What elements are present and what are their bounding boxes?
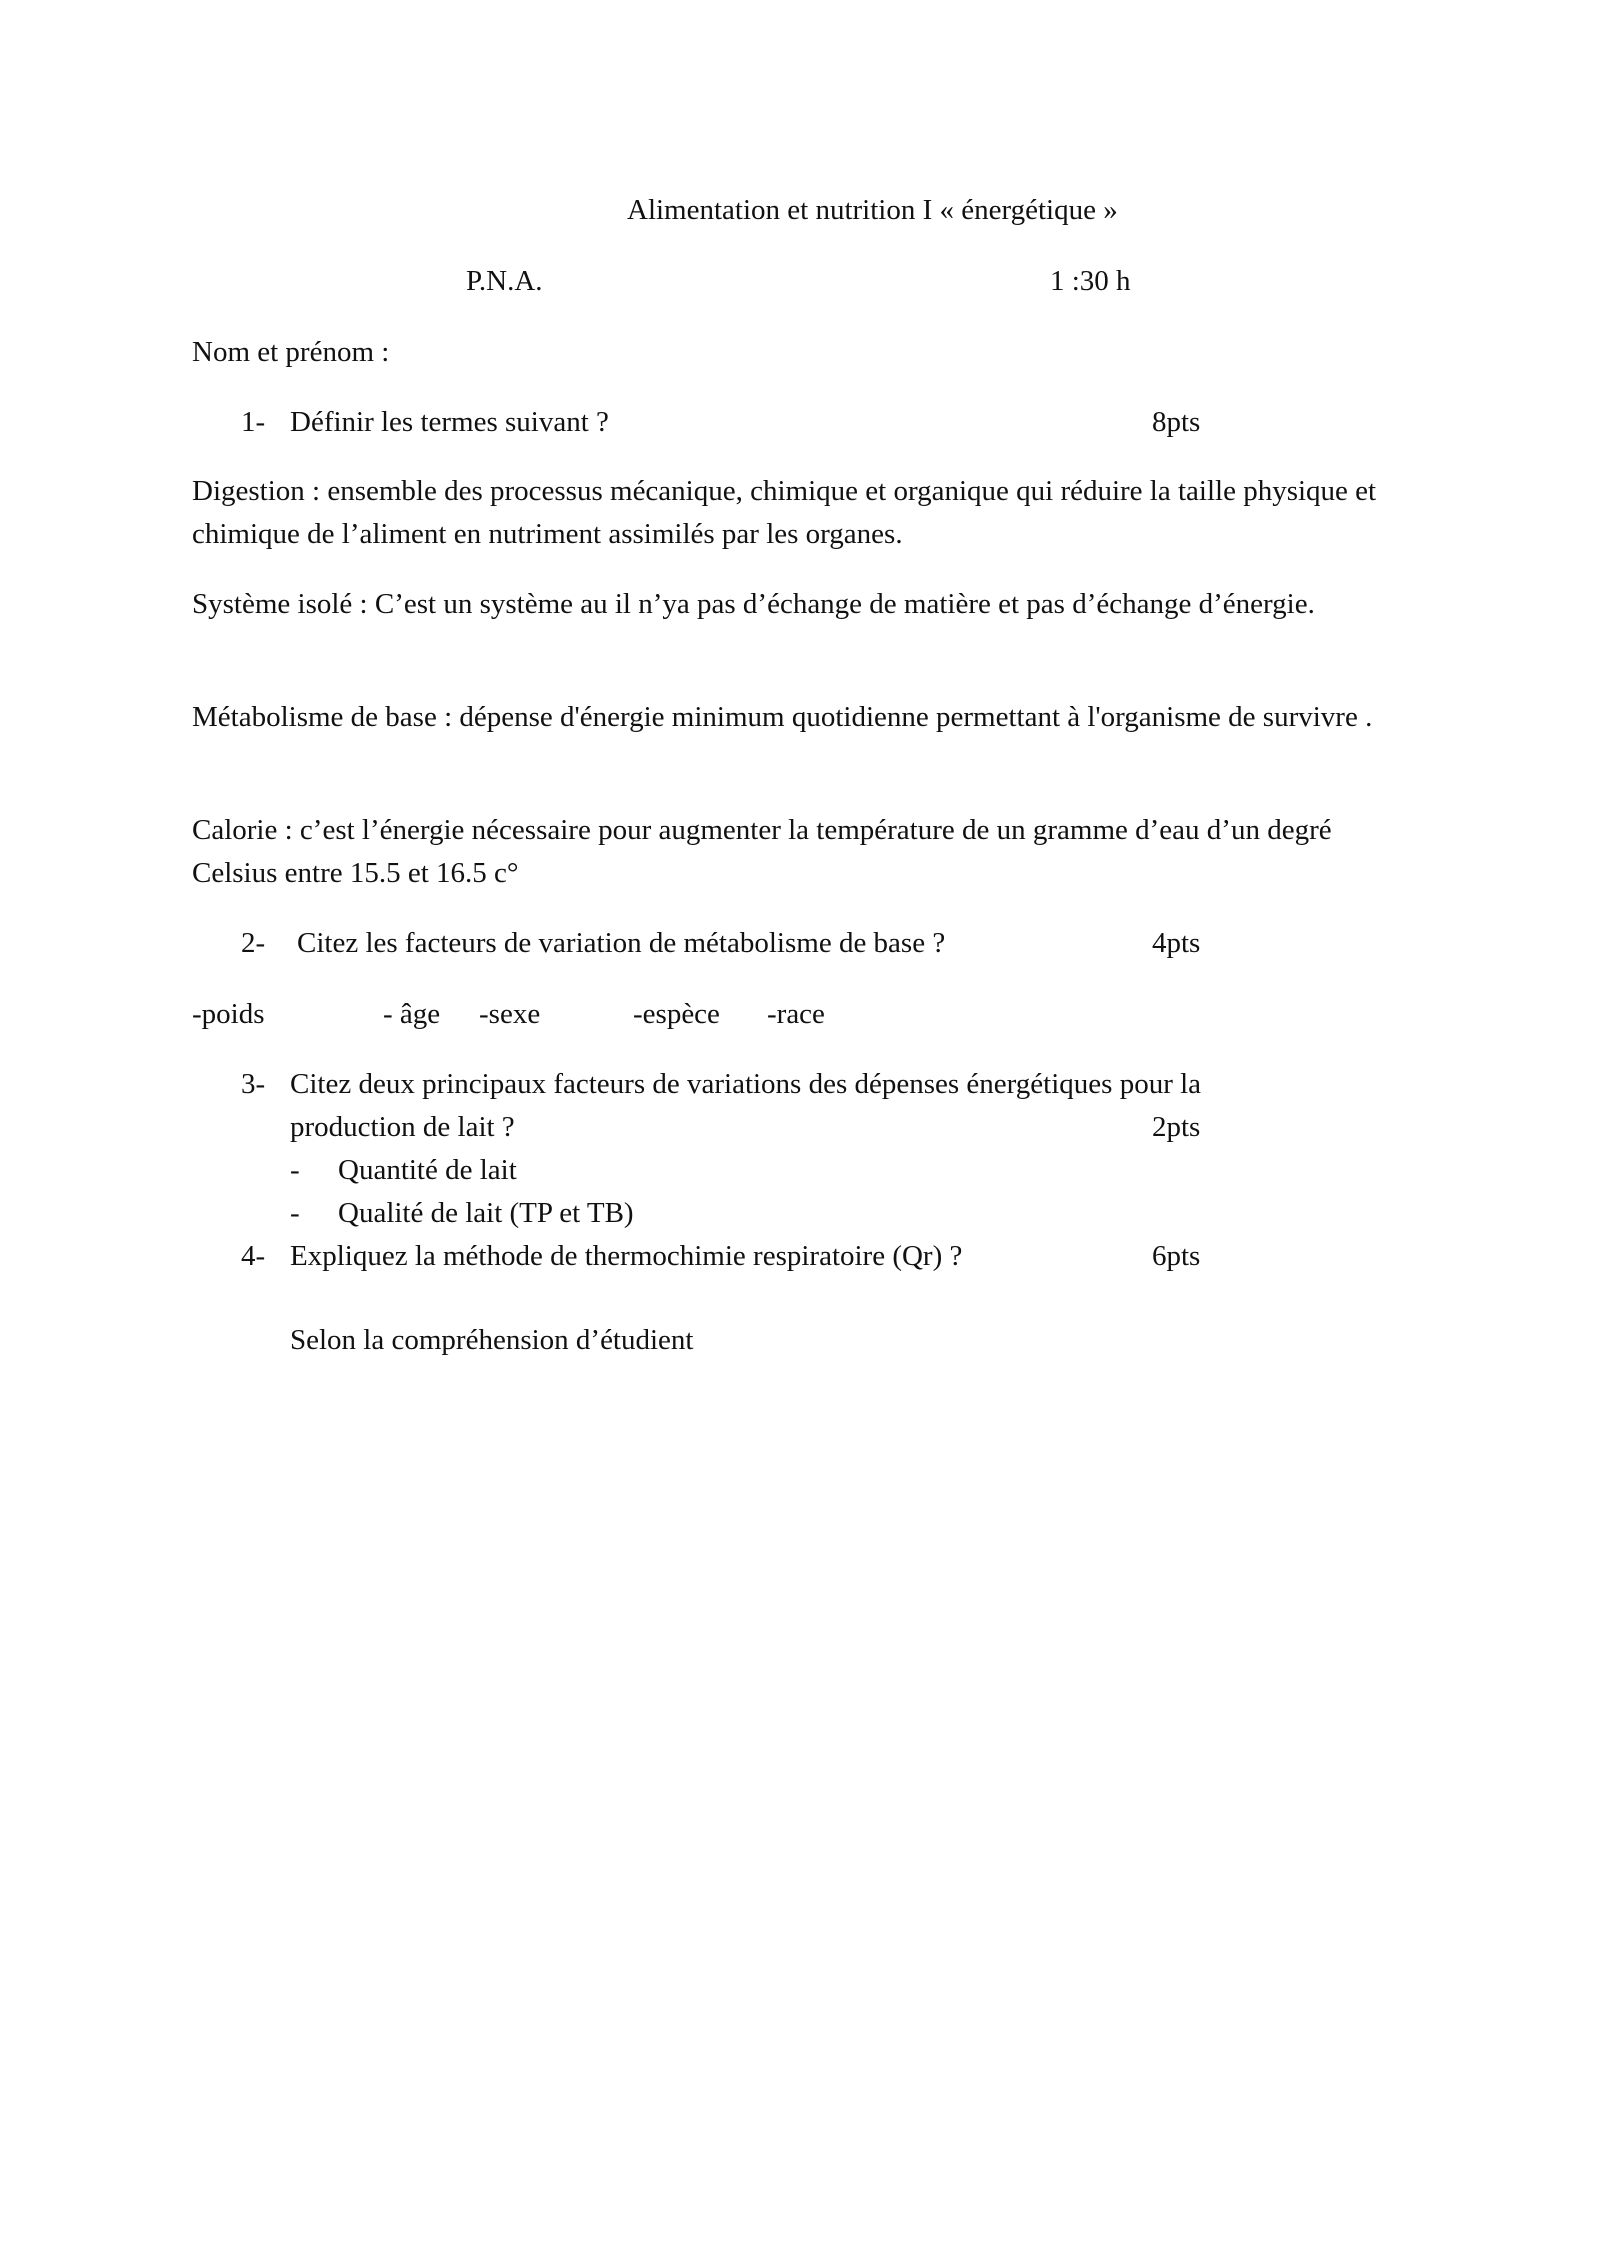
factor-item: -race — [767, 998, 825, 1030]
question-3-text-line1: Citez deux principaux facteurs de variations des dépenses énergétiques pour la — [290, 1068, 1202, 1100]
bullet-marker: - — [290, 1197, 300, 1229]
answer-bullet-quantity: Quantité de lait — [338, 1154, 517, 1186]
name-field-label: Nom et prénom : — [192, 336, 390, 368]
factor-item: -espèce — [633, 998, 720, 1030]
question-1-number: 1- — [241, 406, 266, 438]
bullet-marker: - — [290, 1154, 300, 1186]
question-2-number: 2- — [241, 927, 266, 959]
question-4-number: 4- — [241, 1240, 266, 1272]
exam-duration: 1 :30 h — [1050, 265, 1131, 297]
factor-item: -sexe — [479, 998, 541, 1030]
question-4-text: Expliquez la méthode de thermochimie respiratoire (Qr) ? — [290, 1240, 963, 1272]
question-2-points: 4pts — [1152, 927, 1201, 959]
definition-basal-metabolism: Métabolisme de base : dépense d'énergie minimum quotidienne permettant à l'organisme de survivre . — [192, 701, 1373, 733]
question-4-points: 6pts — [1152, 1240, 1201, 1272]
factor-item: -poids — [192, 998, 265, 1030]
exam-title: Alimentation et nutrition I « énergétique » — [627, 194, 1118, 226]
question-3-points: 2pts — [1152, 1111, 1201, 1143]
definition-isolated-system: Système isolé : C’est un système au il n’ya pas d’échange de matière et pas d’échange d’énergie. — [192, 588, 1315, 620]
course-code: P.N.A. — [466, 265, 543, 297]
question-1-text: Définir les termes suivant ? — [290, 406, 609, 438]
question-3-text-line2: production de lait ? — [290, 1111, 515, 1143]
question-3-number: 3- — [241, 1068, 266, 1100]
definition-calorie: Calorie : c’est l’énergie nécessaire pour augmenter la température de un gramme d’eau d’un degré Celsius entre 15.5 et 16.5 c° — [192, 814, 1332, 889]
factor-item: - âge — [383, 998, 441, 1030]
definition-digestion: Digestion : ensemble des processus mécanique, chimique et organique qui réduire la taille physique et chimique de l’aliment en nutriment assimilés par les organes. — [192, 475, 1377, 550]
answer-bullet-quality: Qualité de lait (TP et TB) — [338, 1197, 634, 1229]
question-2-text: Citez les facteurs de variation de métabolisme de base ? — [297, 927, 946, 959]
question-4-answer: Selon la compréhension d’étudient — [290, 1324, 694, 1356]
question-1-points: 8pts — [1152, 406, 1201, 438]
